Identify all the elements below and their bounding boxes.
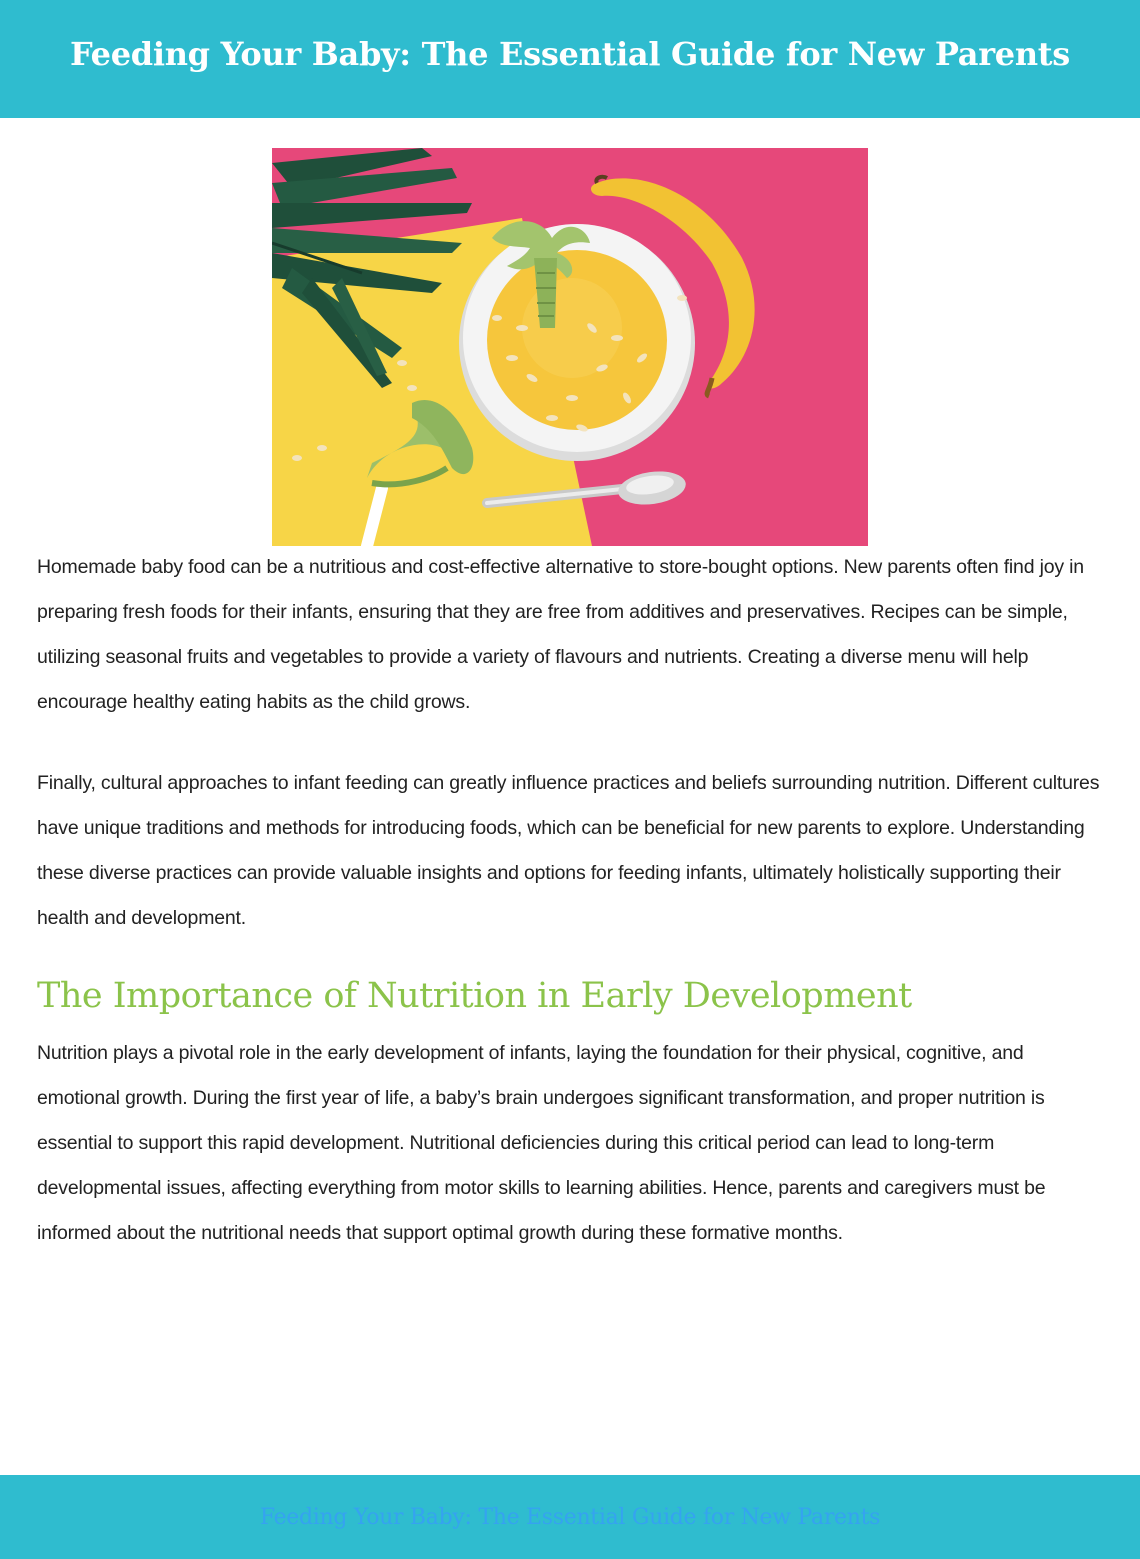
page-header [0, 0, 1140, 118]
nutrition-paragraph: Nutrition plays a pivotal role in the early development of infants, laying the foundation for their physical, cognitive, and emotional growth. During the first year of life, a baby’s brain undergoes significant transformation, and proper nutrition is essential to support this rapid development. Nutritional deficiencies during this critical period can lead to long-term developmental issues, affecting everything from motor skills to learning abilities. Hence, parents and caregivers must be informed about the nutritional needs that support optimal growth during these formative months. [37, 1042, 1046, 1244]
footer-title: Feeding Your Baby: The Essential Guide for New Parents [259, 1504, 881, 1530]
cultural-approaches-paragraph: Finally, cultural approaches to infant feeding can greatly influence practices and beliefs surrounding nutrition. Different cultures have unique traditions and methods for introducing foods, which can be beneficial for new parents to explore. Understanding these diverse practices can provide valuable insights and options for feeding infants, ultimately holistically supporting their health and development. [37, 772, 1100, 929]
section-heading: The Importance of Nutrition in Early Development [37, 976, 912, 1016]
baby-food-photo [272, 148, 868, 546]
page-title: Feeding Your Baby: The Essential Guide for New Parents [69, 35, 1071, 73]
page-footer [0, 1475, 1140, 1559]
hero-image [272, 148, 868, 546]
intro-paragraph: Homemade baby food can be a nutritious and cost-effective alternative to store-bought options. New parents often find joy in preparing fresh foods for their infants, ensuring that they are free from additives and preservatives. Recipes can be simple, utilizing seasonal fruits and vegetables to provide a variety of flavours and nutrients. Creating a diverse menu will help encourage healthy eating habits as the child grows. [37, 556, 1084, 713]
